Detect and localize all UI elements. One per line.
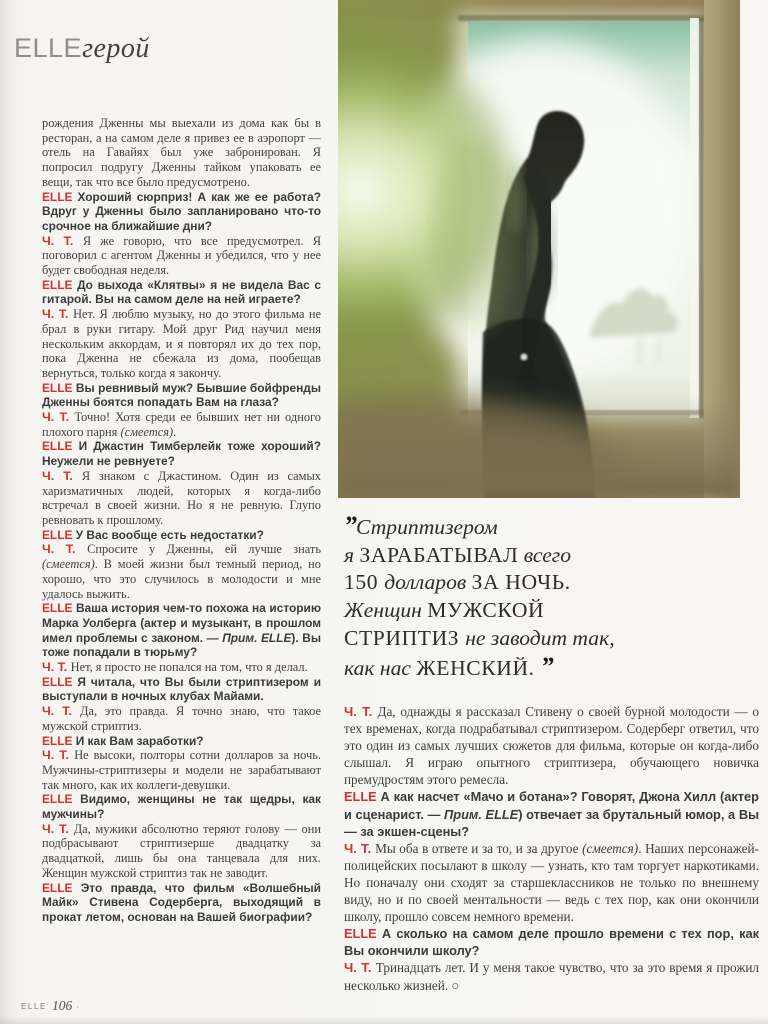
interview-answer: Ч. Т. Тринадцать лет. И у меня такое чувство, что за это время я прожил несколько жизней. ○: [344, 960, 759, 993]
quote-run: я: [344, 542, 360, 567]
interview-answer: Ч. Т. Спросите у Дженны, ей лучше знать (смеется). В моей жизни был темный период, но хорошо, что это случилось в молодости и мне удалось выжить.: [42, 542, 321, 601]
quote-run: МУЖСКОЙ: [427, 598, 545, 623]
speaker-label: Ч. Т.: [42, 542, 88, 557]
page-footer: [21, 997, 79, 1015]
section-header: [14, 33, 150, 65]
interview-question: ELLE А как насчет «Мачо и ботана»? Говорят, Джона Хилл (актер и сценарист. — Прим. ELLE) отвечает за брутальный юмор, а Вы — за экшен-сцены?: [344, 789, 759, 839]
interview-question: ELLE Ваша история чем-то похожа на историю Марка Уолберга (актер и музыкант, в прошлом имел проблемы с законом. — Прим. ELLE). Вы тоже попадали в тюрьму?: [42, 601, 322, 660]
footer-brand: ELLE: [21, 1002, 47, 1011]
speaker-label: Ч. Т.: [344, 960, 376, 976]
speaker-label: ELLE: [42, 601, 76, 616]
interview-answer: Ч. Т. Мы оба в ответе и за то, и за другое (смеется). Наших персонажей-полицейских посылают в школу — узнать, кто там торгует наркотиками. Но поначалу они сходят за старшеклассников не только по внешнему виду, но и по своей ментальности — ведь с тех пор, как они окончили школу, прошло совсем немного времени.: [344, 840, 759, 925]
speaker-label: Ч. Т.: [42, 660, 71, 675]
quote-run: не заводит так,: [465, 625, 615, 650]
interview-question: ELLE И как Вам заработки?: [42, 733, 204, 748]
interview-question: ELLE Это правда, что фильм «Волшебный Майк» Стивена Содерберга, выходящий в прокат летом, основан на Вашей биографии?: [42, 880, 321, 924]
interview-answer: Ч. Т. Нет, я просто не попался на том, что я делал.: [42, 660, 308, 675]
window-frame-top: [458, 15, 708, 21]
quote-run: Стриптизером: [356, 515, 498, 539]
quote-run: как нас: [344, 655, 417, 680]
interview-answer: Ч. Т. Да, мужики абсолютно теряют голову — они подбрасывают стриптизерше двадцатку за двадцаткой, лишь бы она танцевала для них. Женщин мужской стриптиз так не заводит.: [42, 821, 321, 880]
speaker-label: ELLE: [344, 789, 381, 805]
speaker-label: ELLE: [42, 277, 78, 292]
interview-question: ELLE До выхода «Клятвы» я не видела Вас с гитарой. Вы на самом деле на ней играете?: [42, 277, 321, 307]
quote-run: всего: [518, 542, 571, 567]
interview-answer: Ч. Т. Нет. Я люблю музыку, но до этого фильма не брал в руки гитару. Мой друг Рид научил меня нескольким аккордам, и я повторял их до тех пор, пока Дженна не сбежала из дома, пообещав вернуться, только когда я закончу.: [42, 307, 321, 380]
speaker-label: ELLE: [344, 926, 382, 942]
speaker-label: Ч. Т.: [42, 821, 74, 836]
speaker-label: ELLE: [42, 380, 76, 395]
interview-answer: Ч. Т. Точно! Хотя среди ее бывших нет ни одного плохого парня (смеется).: [42, 410, 321, 439]
speaker-label: Ч. Т.: [42, 307, 74, 322]
quote-run: Женщин: [344, 598, 428, 623]
speaker-label: ELLE: [42, 792, 81, 807]
speaker-label: Ч. Т.: [42, 468, 82, 483]
quote-run: 150: [344, 570, 385, 595]
quote-run: долларов: [384, 570, 472, 595]
window-frame-right-light: [690, 18, 699, 418]
interview-question: ELLE И Джастин Тимберлейк тоже хороший? Неужели не ревнуете?: [42, 439, 321, 469]
interview-answer: Ч. Т. Да, это правда. Я точно знаю, что такое мужской стриптиз.: [42, 704, 321, 733]
interview-question: ELLE А сколько на самом деле прошло времени с тех пор, как Вы окончили школу?: [344, 926, 760, 959]
close-quote-mark: ”: [540, 651, 551, 681]
speaker-label: Ч. Т.: [344, 704, 378, 719]
page-number: 106: [51, 998, 73, 1013]
interview-answer: Ч. Т. Да, однажды я рассказал Стивену о своей бурной молодости — о тех временах, когда подрабатывал стриптизером. Содерберг ответил, что это один из самых лучших сюжетов для фильма, которые он когда-либо слышал. Я играю опытного стриптизера, обучающего новичка премудростям этого ремесла.: [344, 704, 759, 788]
section-title: герой: [82, 33, 150, 64]
hero-photo-art: [338, 0, 740, 498]
interview-question: ELLE Вы ревнивый муж? Бывшие бойфренды Дженны боятся попадать Вам на глаза?: [42, 380, 321, 410]
quote-run: ЗАРАБАТЫВАЛ: [359, 542, 519, 567]
speaker-label: ELLE: [42, 733, 76, 748]
quote-run: ЖЕНСКИЙ.: [416, 655, 541, 680]
interview-question: ELLE Я читала, что Вы были стриптизером и выступали в ночных клубах Майами.: [42, 674, 321, 704]
interview-column-right: [344, 703, 759, 994]
interview-column-left: [42, 116, 321, 925]
pull-quote: [344, 512, 746, 682]
speaker-label: ELLE: [42, 527, 76, 542]
interview-question: ELLE Хороший сюрприз! А как же ее работа? Вдруг у Дженны было запланировано что-то срочное на ближайшие дни?: [42, 189, 321, 233]
quote-run: ЗА НОЧЬ.: [471, 570, 571, 595]
interview-answer: Ч. Т. Я же говорю, что все предусмотрел. Я поговорил с агентом Дженны и убедился, что у нее будет свободная неделя.: [42, 233, 321, 278]
speaker-label: ELLE: [42, 189, 78, 204]
pull-quote-text: [344, 515, 615, 680]
speaker-label: Ч. Т.: [42, 233, 83, 248]
speaker-label: ELLE: [42, 880, 81, 895]
interview-question: ELLE У Вас вообще есть недостатки?: [42, 527, 264, 542]
open-quote-mark: ”: [344, 511, 354, 540]
speaker-label: Ч. Т.: [344, 840, 376, 856]
window-frame-right: [699, 18, 704, 418]
elle-logo: ELLE: [14, 33, 83, 63]
speaker-label: Ч. Т.: [42, 410, 75, 425]
speaker-label: Ч. Т.: [42, 704, 81, 719]
speaker-label: Ч. Т.: [42, 748, 75, 763]
hero-photo: [338, 0, 740, 498]
interview-answer: Ч. Т. Не высоки, полторы сотни долларов за ночь. Мужчины-стриптизеры и модели не зарабатывают так много, как их коллеги-девушки.: [42, 748, 321, 792]
interview-question: ELLE Видимо, женщины не так щедры, как мужчины?: [42, 792, 321, 822]
speaker-label: ELLE: [42, 439, 79, 454]
footer-mark: ·: [76, 1002, 80, 1012]
interview-answer: рождения Дженны мы выехали из дома как бы в ресторан, а на самом деле я привез ее в аэропорт — отель на Гавайях был уже забронирован. Я попросил подругу Дженны тайком упаковать ее вещи, так что все было предусмотрено.: [42, 116, 321, 189]
speaker-label: ELLE: [42, 674, 78, 689]
interview-answer: Ч. Т. Я знаком с Джастином. Один из самых харизматичных людей, которых я когда-либо встречал в своей жизни. Но я не ревную. Глупо ревновать к прошлому.: [42, 468, 321, 527]
quote-run: СТРИПТИЗ: [344, 625, 466, 650]
